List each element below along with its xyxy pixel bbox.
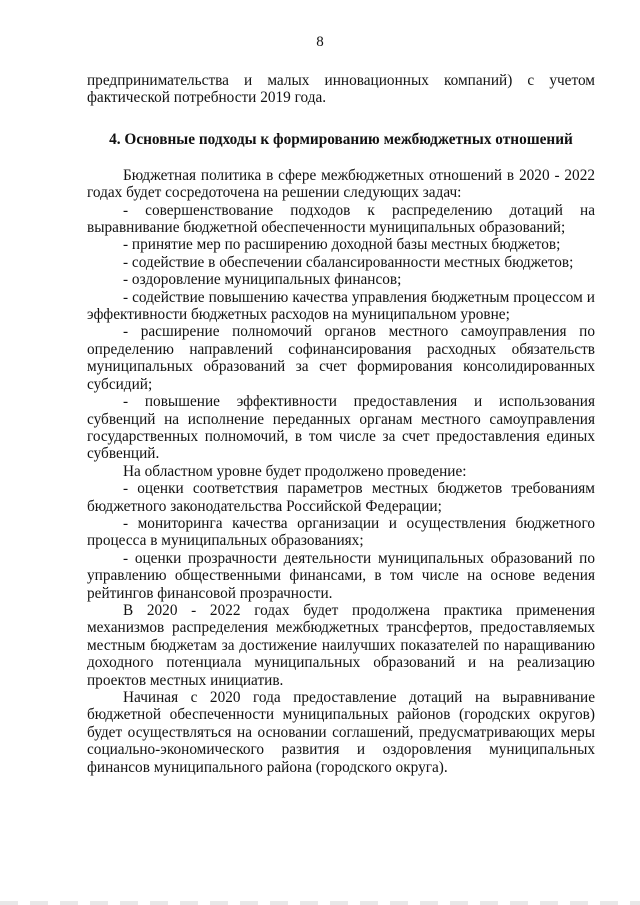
document-body [87, 72, 595, 776]
list-item: - мониторинга качества организации и осуществления бюджетного процесса в муниципальных образованиях; [87, 514, 595, 550]
list-item: - оздоровление муниципальных финансов; [123, 271, 402, 289]
list-item: - расширение полномочий органов местного самоуправления по определению направлений софинансирования расходных обязательств муниципальных образований за счет формирования консолидированных субсидий; [87, 323, 595, 393]
list-item: - содействие в обеспечении сбалансированности местных бюджетов; [123, 253, 574, 271]
scan-edge-marks [0, 901, 640, 905]
list-item: - оценки прозрачности деятельности муниципальных образований по управлению общественными финансами, в том числе на основе ведения рейтингов финансовой прозрачности. [87, 549, 595, 602]
list-item: - совершенствование подходов к распределению дотаций на выравнивание бюджетной обеспеченности муниципальных образований; [87, 201, 595, 237]
list-item: - оценки соответствия параметров местных бюджетов требованиям бюджетного законодательства Российской Федерации; [87, 480, 595, 515]
paragraph: В 2020 - 2022 годах будет продолжена практика применения механизмов распределения межбюджетных трансфертов, предоставляемых местным бюджетам за достижение наилучших показателей по наращиванию доходного потенциала муниципальных образований и на реализацию проектов местных инициатив. [87, 601, 595, 689]
paragraph: Начиная с 2020 года предоставление дотаций на выравнивание бюджетной обеспеченности муниципальных районов (городских округов) будет осуществляться на основании соглашений, предусматривающих меры социально-экономического развития и оздоровления муниципальных финансов муниципального района (городского округа). [87, 689, 595, 776]
paragraph: Бюджетная политика в сфере межбюджетных отношений в 2020 - 2022 годах будет сосредоточена на решении следующих задач: [87, 166, 595, 202]
paragraph: На областном уровне будет продолжено проведение: [123, 462, 467, 480]
section-title: 4. Основные подходы к формированию межбюджетных отношений [109, 130, 573, 148]
intro-paragraph: предпринимательства и малых инновационных компаний) с учетом фактической потребности 2019 года. [87, 72, 595, 107]
page-number: 8 [316, 34, 324, 50]
list-item: - содействие повышению качества управления бюджетным процессом и эффективности бюджетных расходов на муниципальном уровне; [87, 288, 595, 324]
list-item: - принятие мер по расширению доходной базы местных бюджетов; [123, 236, 561, 254]
list-item: - повышение эффективности предоставления и использования субвенций на исполнение переданных органам местного самоуправления государственных полномочий, в том числе за счет предоставления единых субвенций. [87, 393, 595, 463]
